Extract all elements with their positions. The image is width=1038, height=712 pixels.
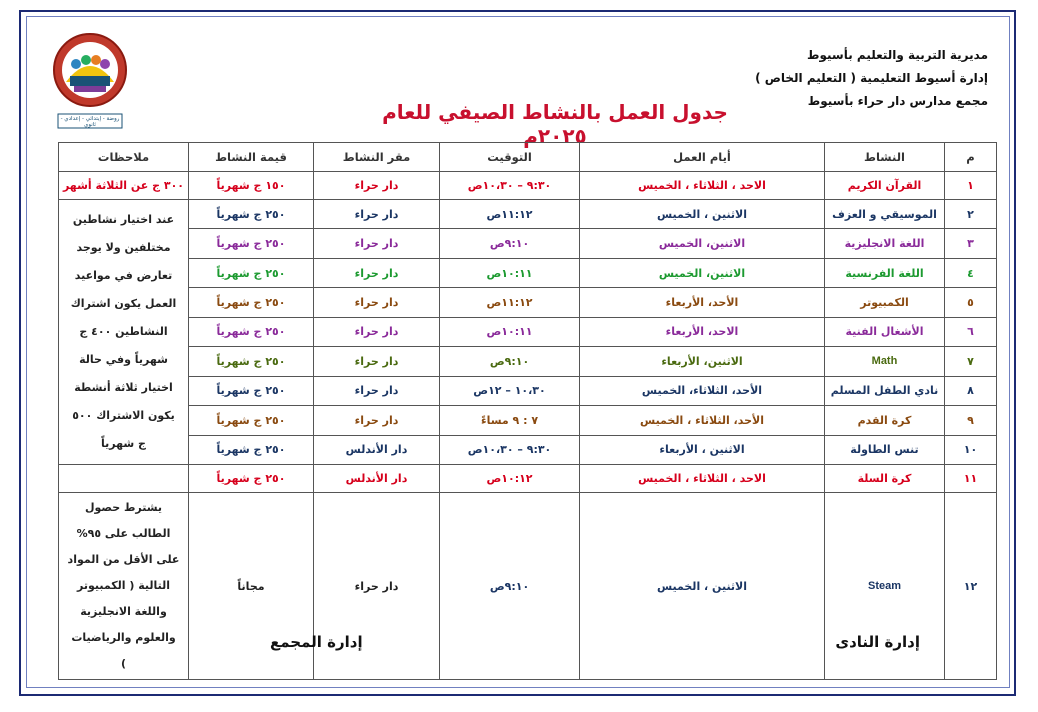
row-num: ٦	[945, 317, 997, 346]
table-row	[59, 258, 997, 287]
row-time: ٧ : ٩ مساءً	[440, 406, 580, 435]
table-row	[59, 347, 997, 376]
row-num: ٥	[945, 288, 997, 317]
row-activity: الأشغال الفنية	[825, 317, 945, 346]
row-activity: تنس الطاولة	[825, 435, 945, 465]
row-note-steam: يشترط حصول الطالب على ٩٥% على الأقل من المواد التالية ( الكمبيوتر واللغة الانجليزية والعلوم والرياضيات )	[59, 493, 189, 680]
row-time: ١١:١٢ص	[440, 288, 580, 317]
row-place: دار حراء	[314, 172, 440, 200]
row-place: دار حراء	[314, 493, 440, 680]
row-activity: Math	[825, 347, 945, 376]
table-row	[59, 465, 997, 493]
row-price: ٢٥٠ ج شهرياً	[189, 200, 314, 229]
row-num: ١٢	[945, 493, 997, 680]
row-days: الاثنين ، الخميس	[580, 200, 825, 229]
notes-group: عند اختيار نشاطين مختلفين ولا يوجد تعارض في مواعيد العمل يكون اشتراك النشاطين ٤٠٠ ج شهرياً وفي حالة اختيار ثلاثة أنشطة يكون الاشتراك ٥٠٠ ج شهرياً	[59, 200, 189, 465]
header-administration: إدارة أسيوط التعليمية ( التعليم الخاص )	[755, 71, 988, 85]
school-logo	[52, 30, 128, 136]
row-price: مجاناً	[189, 493, 314, 680]
row-time: ٩:١٠ص	[440, 493, 580, 680]
row-price: ٢٥٠ ج شهرياً	[189, 288, 314, 317]
row-activity: نادي الطفل المسلم	[825, 376, 945, 405]
header-directorate: مديرية التربية والتعليم بأسيوط	[807, 48, 988, 62]
header-price: قيمة النشاط	[189, 143, 314, 172]
header-time: التوقيت	[440, 143, 580, 172]
schedule-table	[58, 142, 997, 680]
row-price: ٢٥٠ ج شهرياً	[189, 435, 314, 465]
row-note: ٣٠٠ ج عن الثلاثة أشهر	[59, 172, 189, 200]
table-row	[59, 317, 997, 346]
row-num: ١١	[945, 465, 997, 493]
row-price: ٢٥٠ ج شهرياً	[189, 465, 314, 493]
row-days: الاثنين، الأربعاء	[580, 347, 825, 376]
row-place: دار حراء	[314, 406, 440, 435]
row-time: ٩:٣٠ – ١٠،٣٠ص	[440, 172, 580, 200]
row-time: ١١:١٢ص	[440, 200, 580, 229]
row-num: ٧	[945, 347, 997, 376]
row-activity: اللغة الفرنسية	[825, 258, 945, 287]
row-price: ٢٥٠ ج شهرياً	[189, 229, 314, 258]
row-place: دار حراء	[314, 347, 440, 376]
row-place: دار حراء	[314, 376, 440, 405]
row-place: دار حراء	[314, 288, 440, 317]
row-num: ١٠	[945, 435, 997, 465]
row-place: دار الأندلس	[314, 435, 440, 465]
table-row	[59, 435, 997, 465]
row-days: الاثنين، الخميس	[580, 258, 825, 287]
row-price: ٢٥٠ ج شهرياً	[189, 376, 314, 405]
row-price: ١٥٠ ج شهرياً	[189, 172, 314, 200]
row-days: الاثنين، الخميس	[580, 229, 825, 258]
header-notes: ملاحظات	[59, 143, 189, 172]
logo-caption: روضة - إبتدائي - إعدادي - ثانوي	[60, 116, 120, 128]
row-place: دار حراء	[314, 317, 440, 346]
row-days: الاحد، الأربعاء	[580, 317, 825, 346]
row-num: ٤	[945, 258, 997, 287]
row-activity: كرة القدم	[825, 406, 945, 435]
header-days: أيام العمل	[580, 143, 825, 172]
row-num: ٢	[945, 200, 997, 229]
row-num: ٨	[945, 376, 997, 405]
table-row	[59, 200, 997, 229]
row-price: ٢٥٠ ج شهرياً	[189, 258, 314, 287]
row-num: ١	[945, 172, 997, 200]
table-header-row	[59, 143, 997, 172]
row-num: ٩	[945, 406, 997, 435]
table-row	[59, 229, 997, 258]
header-block	[755, 44, 988, 113]
table-row	[59, 493, 997, 680]
table-row	[59, 406, 997, 435]
table-row	[59, 172, 997, 200]
row-place: دار الأندلس	[314, 465, 440, 493]
row-activity: الموسيقي و العزف	[825, 200, 945, 229]
row-activity: الكمبيوتر	[825, 288, 945, 317]
signature-club: إدارة النادى	[835, 633, 920, 651]
signature-complex: إدارة المجمع	[270, 633, 363, 651]
row-price: ٢٥٠ ج شهرياً	[189, 406, 314, 435]
row-activity: Steam	[825, 493, 945, 680]
row-time: ١٠:١٢ص	[440, 465, 580, 493]
row-time: ٩:٣٠ – ١٠،٣٠ص	[440, 435, 580, 465]
header-complex: مجمع مدارس دار حراء بأسيوط	[807, 94, 988, 108]
page-title: جدول العمل بالنشاط الصيفي للعام ٢٠٢٥م	[382, 100, 728, 148]
row-activity: كرة السلة	[825, 465, 945, 493]
row-time: ١٠،٣٠ – ١٢ص	[440, 376, 580, 405]
row-activity: اللغة الانجليزية	[825, 229, 945, 258]
row-time: ١٠:١١ص	[440, 258, 580, 287]
header-activity: النشاط	[825, 143, 945, 172]
header-place: مقر النشاط	[314, 143, 440, 172]
row-place: دار حراء	[314, 200, 440, 229]
table-row	[59, 376, 997, 405]
row-days: الأحد، الأربعاء	[580, 288, 825, 317]
row-time: ٩:١٠ص	[440, 347, 580, 376]
row-price: ٢٥٠ ج شهرياً	[189, 317, 314, 346]
row-days: الأحد، الثلاثاء ، الخميس	[580, 406, 825, 435]
row-days: الاحد ، الثلاثاء ، الخميس	[580, 172, 825, 200]
row-days: الاحد ، الثلاثاء ، الخميس	[580, 465, 825, 493]
row-num: ٣	[945, 229, 997, 258]
row-price: ٢٥٠ ج شهرياً	[189, 347, 314, 376]
row-days: الاثنين ، الأربعاء	[580, 435, 825, 465]
row-days: الأحد، الثلاثاء، الخميس	[580, 376, 825, 405]
row-place: دار حراء	[314, 229, 440, 258]
header-num: م	[945, 143, 997, 172]
row-place: دار حراء	[314, 258, 440, 287]
row-days: الاثنين ، الخميس	[580, 493, 825, 680]
table-row	[59, 288, 997, 317]
row-time: ٩:١٠ص	[440, 229, 580, 258]
row-activity: القرآن الكريم	[825, 172, 945, 200]
row-time: ١٠:١١ص	[440, 317, 580, 346]
row-note-empty	[59, 465, 189, 493]
